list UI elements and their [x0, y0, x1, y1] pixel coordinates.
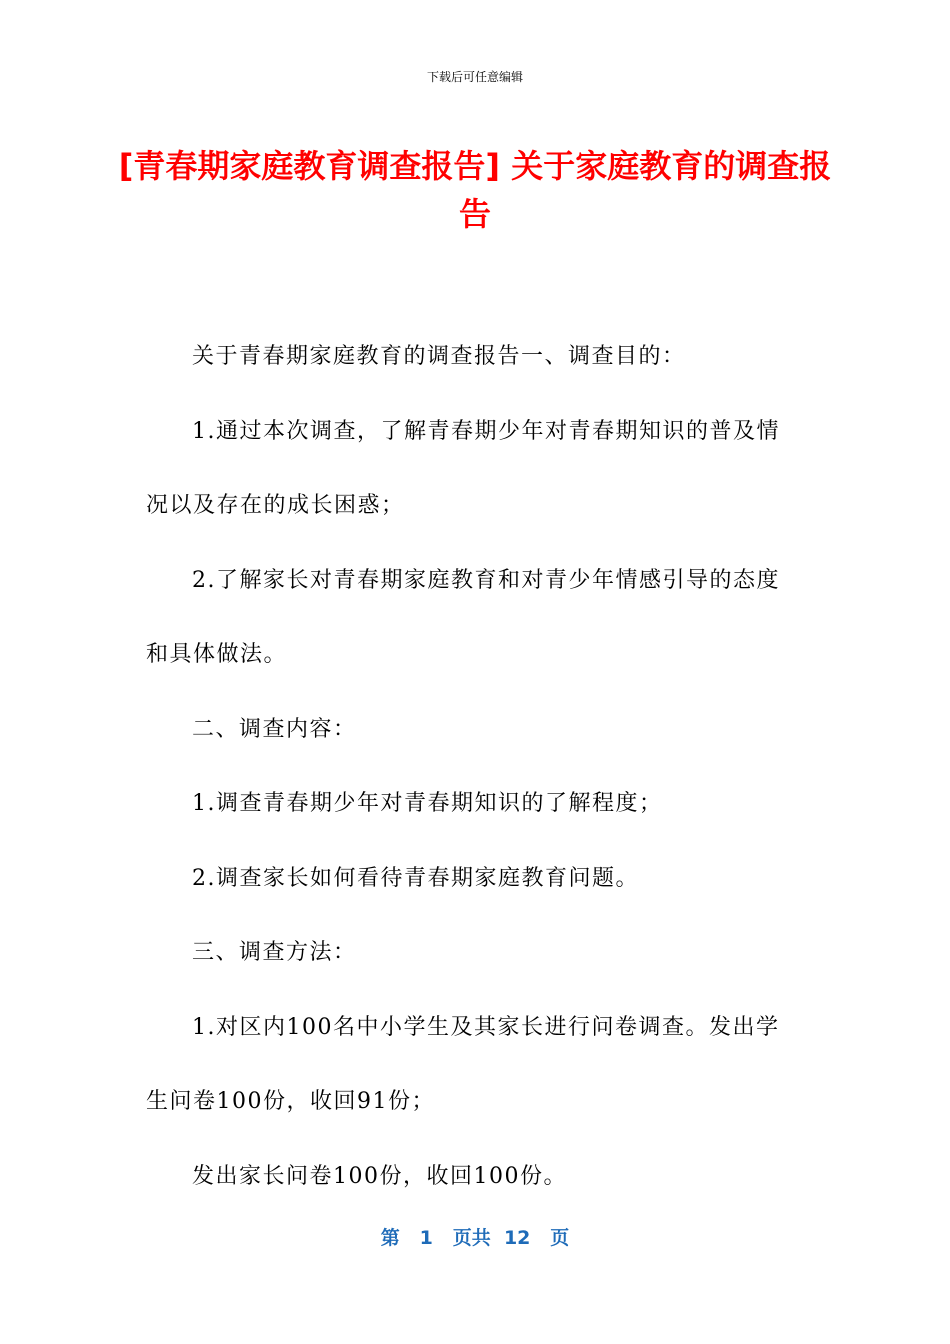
document-body — [146, 320, 796, 1214]
paragraph: 1.对区内100名中小学生及其家长进行问卷调查。发出学生问卷100份，收回91份； — [146, 1014, 780, 1114]
page-footer — [0, 1226, 950, 1250]
current-page-number: 1 — [419, 1227, 433, 1249]
page-label-prefix: 第 — [380, 1227, 400, 1249]
page-label-mid: 页共 — [452, 1227, 491, 1249]
page-label-suffix: 页 — [550, 1227, 570, 1249]
total-pages-number: 12 — [503, 1227, 531, 1249]
paragraph: 关于青春期家庭教育的调查报告一、调查目的： — [192, 344, 686, 369]
paragraph: 1.调查青春期少年对青春期知识的了解程度； — [192, 791, 663, 816]
paragraph: 2.调查家长如何看待青春期家庭教育问题。 — [192, 865, 639, 891]
paragraph: 1.通过本次调查，了解青春期少年对青春期知识的普及情况以及存在的成长困惑； — [146, 418, 780, 518]
paragraph: 三、调查方法： — [192, 940, 357, 965]
paragraph: 2.了解家长对青春期家庭教育和对青少年情感引导的态度和具体做法。 — [146, 567, 780, 667]
header-note: 下载后可任意编辑 — [426, 70, 523, 84]
paragraph: 二、调查内容： — [192, 716, 357, 742]
document-title: [青春期家庭教育调查报告] 关于家庭教育的调查报告 — [118, 147, 832, 233]
paragraph: 发出家长问卷100份，收回100份。 — [192, 1163, 567, 1189]
